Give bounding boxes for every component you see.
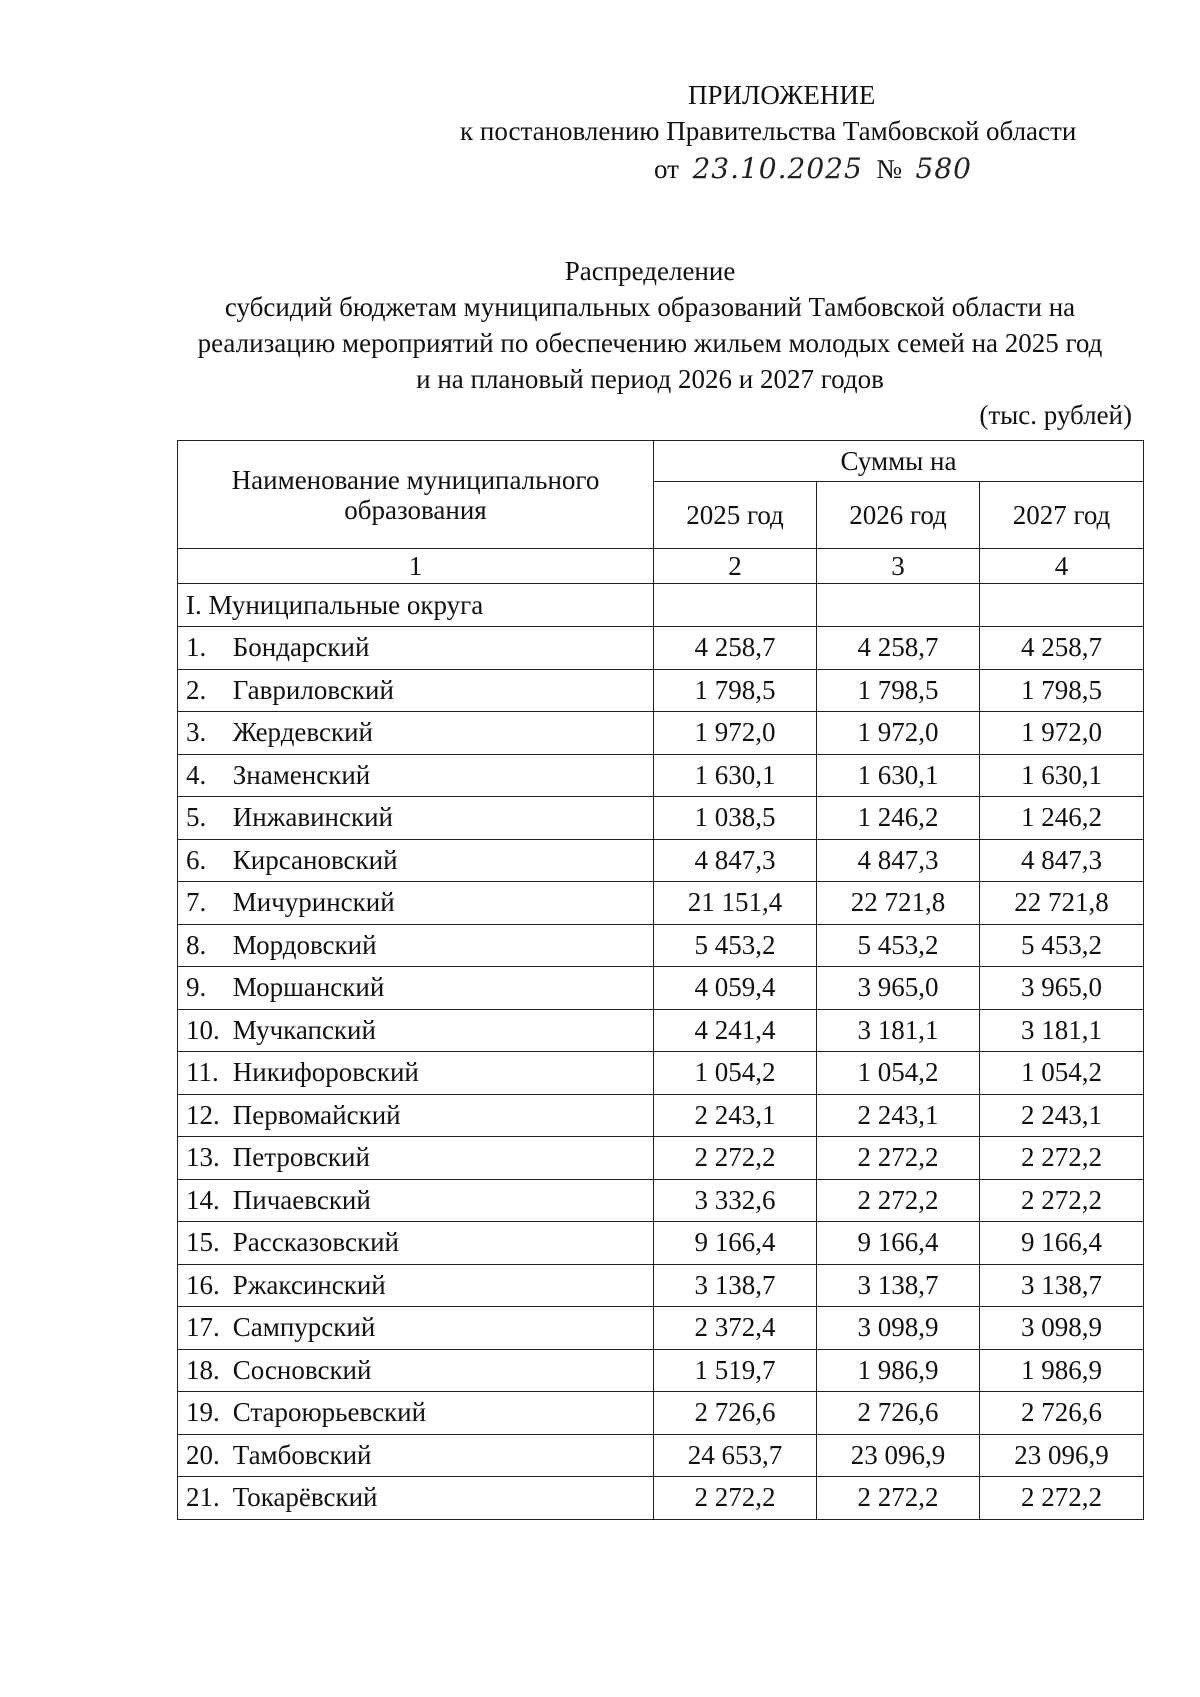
row-name: Мичуринский [232, 887, 395, 918]
row-name: Сампурский [232, 1312, 376, 1343]
municipality-name [178, 1264, 654, 1307]
row-index: 9. [186, 972, 207, 1003]
row-index: 2. [186, 674, 207, 705]
amount-2025: 2 243,1 [654, 1094, 817, 1137]
row-index: 11. [186, 1057, 219, 1088]
column-number: 3 [817, 549, 980, 584]
row-name: Ржаксинский [232, 1269, 386, 1300]
amount-2026: 2 272,2 [817, 1477, 980, 1520]
row-index: 1. [186, 632, 207, 663]
amount-2025: 1 038,5 [654, 797, 817, 840]
table-row [178, 1392, 1144, 1435]
row-name: Петровский [232, 1142, 370, 1173]
municipality-name [178, 1137, 654, 1180]
row-name: Рассказовский [232, 1227, 400, 1258]
heading-line-3: реализацию мероприятий по обеспечению жильем молодых семей на 2025 год [197, 328, 1103, 358]
amount-2026: 1 246,2 [817, 797, 980, 840]
table-row [178, 1264, 1144, 1307]
amount-2025: 4 258,7 [654, 627, 817, 670]
appendix-title: ПРИЛОЖЕНИЕ [688, 80, 876, 110]
row-index: 6. [186, 844, 207, 875]
amount-2025: 3 138,7 [654, 1264, 817, 1307]
amount-2025: 2 272,2 [654, 1477, 817, 1520]
amount-2025: 4 059,4 [654, 967, 817, 1010]
table-row [178, 1052, 1144, 1095]
municipality-name [178, 1052, 654, 1095]
amount-2025: 1 798,5 [654, 669, 817, 712]
amount-2026: 5 453,2 [817, 924, 980, 967]
amount-2025: 1 054,2 [654, 1052, 817, 1095]
table-row [178, 627, 1144, 670]
amount-2027: 2 726,6 [980, 1392, 1144, 1435]
header-year: 2027 год [980, 482, 1144, 549]
empty-cell [817, 584, 980, 627]
amount-2025: 2 726,6 [654, 1392, 817, 1435]
table-row [178, 1179, 1144, 1222]
row-name: Жердевский [232, 717, 374, 748]
row-index: 13. [186, 1142, 220, 1173]
municipality-name [178, 1477, 654, 1520]
municipality-name [178, 1349, 654, 1392]
table-row [178, 924, 1144, 967]
amount-2027: 3 138,7 [980, 1264, 1144, 1307]
row-index: 20. [186, 1439, 220, 1470]
table-row [178, 839, 1144, 882]
amount-2026: 3 098,9 [817, 1307, 980, 1350]
amount-2025: 24 653,7 [654, 1434, 817, 1477]
row-name: Инжавинский [232, 802, 393, 833]
amount-2025: 1 972,0 [654, 712, 817, 755]
municipality-name [178, 882, 654, 925]
amount-2026: 1 054,2 [817, 1052, 980, 1095]
row-name: Кирсановский [232, 844, 398, 875]
row-index: 18. [186, 1354, 220, 1385]
amount-2026: 1 630,1 [817, 754, 980, 797]
table-row [178, 1434, 1144, 1477]
section-title: I. Муниципальные округа [178, 584, 654, 627]
table-row [178, 1094, 1144, 1137]
amount-2025: 3 332,6 [654, 1179, 817, 1222]
amount-2026: 1 798,5 [817, 669, 980, 712]
row-index: 15. [186, 1227, 220, 1258]
heading-line-2: субсидий бюджетам муниципальных образований Тамбовской области на [224, 292, 1076, 322]
amount-2026: 1 972,0 [817, 712, 980, 755]
row-index: 12. [186, 1099, 220, 1130]
row-name: Тамбовский [232, 1439, 372, 1470]
heading-line-4: и на плановый период 2026 и 2027 годов [416, 364, 884, 394]
table-row [178, 967, 1144, 1010]
row-name: Никифоровский [232, 1057, 419, 1088]
amount-2027: 3 098,9 [980, 1307, 1144, 1350]
amount-2027: 1 986,9 [980, 1349, 1144, 1392]
table-row [178, 1477, 1144, 1520]
header-sums: Суммы на [654, 441, 1144, 482]
amount-2027: 23 096,9 [980, 1434, 1144, 1477]
municipality-name [178, 669, 654, 712]
amount-2026: 4 847,3 [817, 839, 980, 882]
row-name: Бондарский [232, 632, 370, 663]
row-name: Моршанский [232, 972, 385, 1003]
row-index: 21. [186, 1482, 220, 1513]
municipality-name [178, 967, 654, 1010]
municipality-name [178, 1179, 654, 1222]
table-row [178, 882, 1144, 925]
appendix-date-line [654, 152, 972, 185]
row-index: 4. [186, 759, 207, 790]
amount-2027: 9 166,4 [980, 1222, 1144, 1265]
table-body [178, 584, 1144, 1520]
row-index: 19. [186, 1397, 220, 1428]
amount-2025: 1 519,7 [654, 1349, 817, 1392]
row-index: 14. [186, 1184, 220, 1215]
amount-2027: 1 630,1 [980, 754, 1144, 797]
amount-2027: 2 272,2 [980, 1137, 1144, 1180]
amount-2026: 4 258,7 [817, 627, 980, 670]
table-row [178, 1137, 1144, 1180]
municipality-name [178, 1009, 654, 1052]
amount-2027: 3 181,1 [980, 1009, 1144, 1052]
row-name: Гавриловский [232, 674, 394, 705]
row-index: 7. [186, 887, 207, 918]
municipality-name [178, 797, 654, 840]
row-index: 17. [186, 1312, 220, 1343]
handwritten-number: 580 [915, 152, 972, 185]
table-row [178, 1349, 1144, 1392]
amount-2026: 1 986,9 [817, 1349, 980, 1392]
column-number: 4 [980, 549, 1144, 584]
table-row [178, 797, 1144, 840]
amount-2026: 2 272,2 [817, 1137, 980, 1180]
amount-2025: 2 272,2 [654, 1137, 817, 1180]
municipality-name [178, 712, 654, 755]
amount-2026: 2 726,6 [817, 1392, 980, 1435]
amount-2027: 4 847,3 [980, 839, 1144, 882]
units-label: (тыс. рублей) [979, 400, 1132, 430]
amount-2027: 1 054,2 [980, 1052, 1144, 1095]
municipality-name [178, 1094, 654, 1137]
amount-2027: 1 246,2 [980, 797, 1144, 840]
amount-2027: 3 965,0 [980, 967, 1144, 1010]
column-number: 1 [178, 549, 654, 584]
row-index: 8. [186, 929, 207, 960]
amount-2026: 22 721,8 [817, 882, 980, 925]
table-row [178, 712, 1144, 755]
heading-line-1: Распределение [564, 256, 736, 286]
amount-2025: 1 630,1 [654, 754, 817, 797]
amount-2027: 22 721,8 [980, 882, 1144, 925]
municipality-name [178, 1222, 654, 1265]
handwritten-date: 23.10.2025 [692, 152, 863, 185]
amount-2027: 2 272,2 [980, 1179, 1144, 1222]
empty-cell [654, 584, 817, 627]
amount-2026: 3 138,7 [817, 1264, 980, 1307]
empty-cell [980, 584, 1144, 627]
table-row [178, 669, 1144, 712]
header-name: Наименование муниципального образования [178, 441, 654, 549]
table-row [178, 1222, 1144, 1265]
municipality-name [178, 1434, 654, 1477]
amount-2025: 4 241,4 [654, 1009, 817, 1052]
amount-2026: 2 272,2 [817, 1179, 980, 1222]
row-index: 16. [186, 1269, 220, 1300]
amount-2027: 1 972,0 [980, 712, 1144, 755]
municipality-name [178, 754, 654, 797]
table-row [178, 1307, 1144, 1350]
row-name: Знаменский [232, 759, 371, 790]
row-name: Сосновский [232, 1354, 372, 1385]
municipality-name [178, 1307, 654, 1350]
row-name: Первомайский [232, 1099, 401, 1130]
amount-2025: 4 847,3 [654, 839, 817, 882]
table-row [178, 754, 1144, 797]
amount-2027: 4 258,7 [980, 627, 1144, 670]
amount-2027: 5 453,2 [980, 924, 1144, 967]
subsidy-table [177, 440, 1144, 1520]
column-number: 2 [654, 549, 817, 584]
document-heading [170, 253, 1130, 397]
amount-2026: 3 965,0 [817, 967, 980, 1010]
row-index: 3. [186, 717, 207, 748]
amount-2026: 23 096,9 [817, 1434, 980, 1477]
row-name: Пичаевский [232, 1184, 371, 1215]
row-name: Староюрьевский [232, 1397, 427, 1428]
amount-2026: 2 243,1 [817, 1094, 980, 1137]
municipality-name [178, 627, 654, 670]
header-year: 2026 год [817, 482, 980, 549]
row-index: 5. [186, 802, 207, 833]
amount-2025: 2 372,4 [654, 1307, 817, 1350]
amount-2027: 1 798,5 [980, 669, 1144, 712]
municipality-name [178, 1392, 654, 1435]
amount-2026: 3 181,1 [817, 1009, 980, 1052]
row-name: Мучкапский [232, 1014, 376, 1045]
amount-2025: 21 151,4 [654, 882, 817, 925]
amount-2027: 2 272,2 [980, 1477, 1144, 1520]
amount-2025: 5 453,2 [654, 924, 817, 967]
municipality-name [178, 924, 654, 967]
municipality-name [178, 839, 654, 882]
amount-2025: 9 166,4 [654, 1222, 817, 1265]
number-sign: № [876, 154, 903, 184]
date-prefix: от [654, 154, 679, 184]
row-name: Токарёвский [232, 1482, 378, 1513]
header-year: 2025 год [654, 482, 817, 549]
amount-2027: 2 243,1 [980, 1094, 1144, 1137]
appendix-subtitle: к постановлению Правительства Тамбовской области [460, 116, 1077, 146]
row-index: 10. [186, 1014, 220, 1045]
table-row [178, 1009, 1144, 1052]
row-name: Мордовский [232, 929, 377, 960]
amount-2026: 9 166,4 [817, 1222, 980, 1265]
